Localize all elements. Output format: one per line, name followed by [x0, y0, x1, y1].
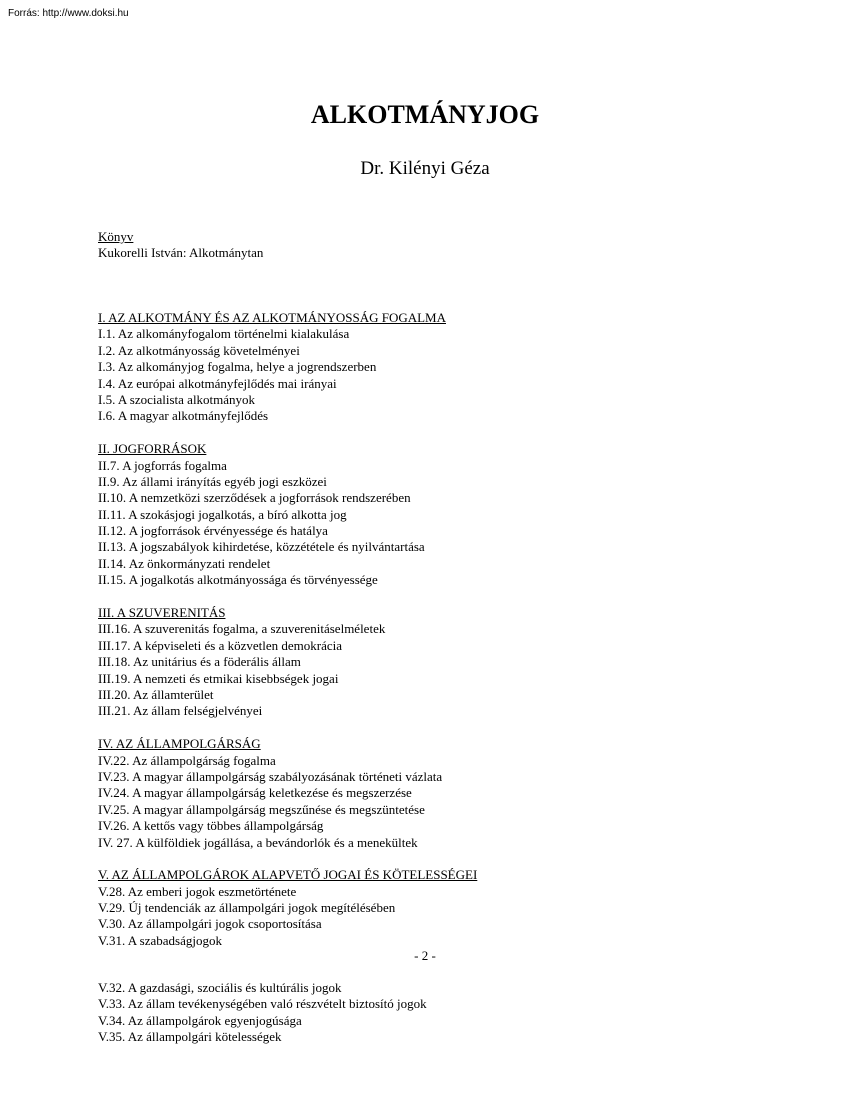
toc-item: I.1. Az alkományfogalom történelmi kialakulása: [98, 326, 350, 342]
toc-item: V.32. A gazdasági, szociális és kultúrális jogok: [98, 980, 342, 995]
book-title: Kukorelli István: Alkotmánytan: [98, 245, 264, 261]
section-heading: I. AZ ALKOTMÁNY ÉS AZ ALKOTMÁNYOSSÁG FOGALMA: [98, 310, 447, 325]
section-heading: V. AZ ÁLLAMPOLGÁROK ALAPVETŐ JOGAI ÉS KÖTELESSÉGEI: [98, 867, 478, 883]
toc-section: [98, 310, 798, 425]
book-reference-block: [98, 229, 263, 262]
toc-item: I.5. A szocialista alkotmányok: [98, 391, 256, 407]
toc-item: III.18. Az unitárius és a föderális állam: [98, 654, 301, 670]
toc-section: [98, 441, 798, 589]
toc-section: [98, 605, 798, 720]
section-heading: II. JOGFORRÁSOK: [98, 441, 207, 457]
toc-item: II.13. A jogszabályok kihirdetése, közzététele és nyilvántartása: [98, 539, 425, 555]
toc-item: V.29. Új tendenciák az állampolgári jogok megítélésében: [98, 900, 396, 916]
continued-list: [98, 980, 427, 1046]
toc-item: IV.23. A magyar állampolgárság szabályozásának történeti vázlata: [98, 768, 443, 784]
toc-item: I.6. A magyar alkotmányfejlődés: [98, 408, 269, 424]
toc-item: IV.24. A magyar állampolgárság keletkezése és megszerzése: [98, 785, 412, 801]
table-of-contents: [98, 310, 798, 966]
toc-item: II.10. A nemzetközi szerződések a jogforrások rendszerében: [98, 490, 411, 506]
toc-item: II.12. A jogforrások érvényessége és hatálya: [98, 523, 328, 539]
toc-item: III.21. Az állam felségjelvényei: [98, 703, 263, 719]
section-heading: IV. AZ ÁLLAMPOLGÁRSÁG: [98, 736, 261, 752]
toc-item: I.3. Az alkományjog fogalma, helye a jogrendszerben: [98, 359, 377, 375]
toc-item: IV.25. A magyar állampolgárság megszűnése és megszüntetése: [98, 801, 425, 817]
toc-item: II.9. Az állami irányítás egyéb jogi eszközei: [98, 473, 327, 489]
author-name: Dr. Kilényi Géza: [360, 158, 490, 179]
toc-item: V.33. Az állam tevékenységében való részvételt biztosító jogok: [98, 996, 427, 1012]
toc-item: IV. 27. A külföldiek jogállása, a bevándorlók és a menekültek: [98, 834, 418, 850]
toc-item: V.31. A szabadságjogok: [98, 932, 222, 948]
section-heading: III. A SZUVERENITÁS: [98, 605, 226, 621]
toc-item: III.19. A nemzeti és etmikai kisebbségek jogai: [98, 670, 339, 686]
toc-item: I.4. Az európai alkotmányfejlődés mai irányai: [98, 375, 337, 391]
toc-item: II.7. A jogforrás fogalma: [98, 457, 227, 473]
toc-item: IV.22. Az állampolgárság fogalma: [98, 752, 276, 768]
book-label: Könyv: [98, 229, 134, 244]
toc-item: V.30. Az állampolgári jogok csoportosítása: [98, 916, 322, 932]
toc-section: [98, 867, 798, 949]
toc-item: III.16. A szuverenitás fogalma, a szuverenitáselméletek: [98, 621, 386, 637]
page-number: - 2 -: [414, 948, 436, 963]
toc-item: II.15. A jogalkotás alkotmányossága és törvényessége: [98, 572, 378, 588]
document-title: ALKOTMÁNYJOG: [310, 100, 540, 129]
toc-item: V.28. Az emberi jogok eszmetörténete: [98, 883, 297, 899]
toc-item: II.14. Az önkormányzati rendelet: [98, 555, 271, 571]
toc-item: III.20. Az államterület: [98, 686, 214, 702]
toc-item: III.17. A képviseleti és a közvetlen demokrácia: [98, 637, 343, 653]
toc-item: IV.26. A kettős vagy többes állampolgárság: [98, 818, 324, 834]
source-note: Forrás: http://www.doksi.hu: [8, 8, 129, 19]
toc-item: II.11. A szokásjogi jogalkotás, a bíró alkotta jog: [98, 506, 347, 522]
toc-item: I.2. Az alkotmányosság követelményei: [98, 342, 300, 358]
toc-item: V.34. Az állampolgárok egyenjogúsága: [98, 1012, 302, 1028]
toc-section: [98, 736, 798, 851]
toc-item: V.35. Az állampolgári kötelességek: [98, 1029, 282, 1045]
